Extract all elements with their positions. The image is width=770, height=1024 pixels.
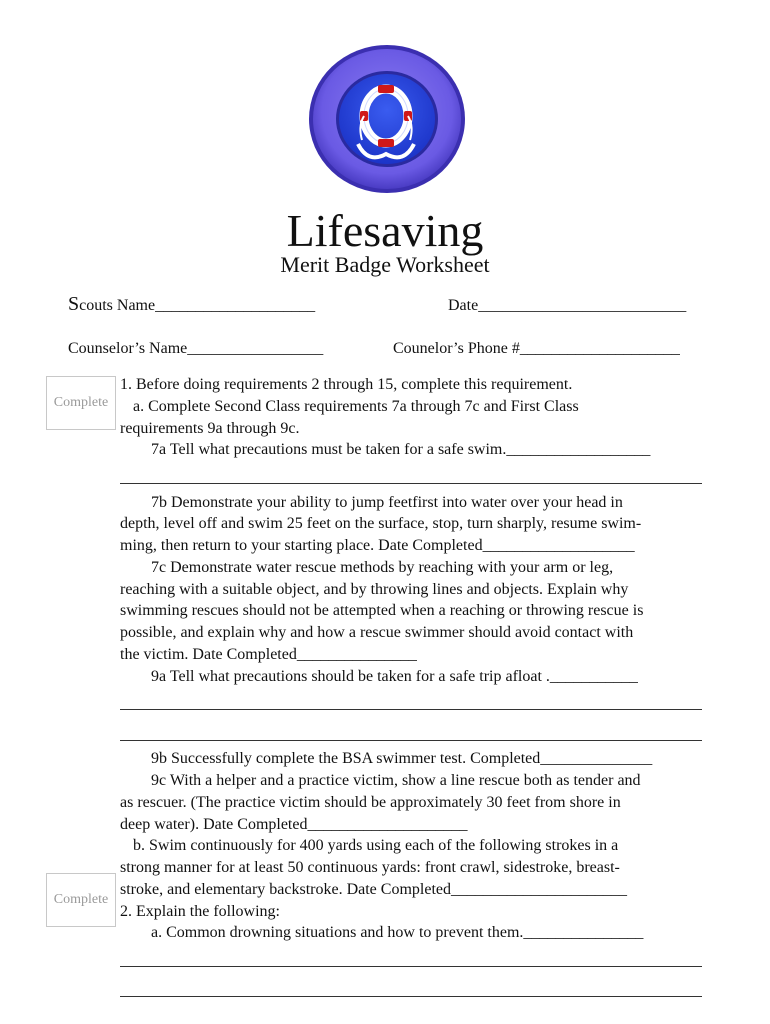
answer-line[interactable] xyxy=(120,718,702,741)
scouts-name-initial: S xyxy=(68,293,80,315)
page-subtitle: Merit Badge Worksheet xyxy=(280,252,490,277)
text-line: possible, and explain why and how a rescue swimmer should avoid contact with xyxy=(120,624,634,641)
text-line: strong manner for at least 50 continuous yards: front crawl, sidestroke, breast- xyxy=(120,859,620,876)
counselor-phone-field[interactable]: Counelor’s Phone #____________________ xyxy=(393,340,680,357)
text-line: 7b Demonstrate your ability to jump feetfirst into water over your head in xyxy=(151,493,623,511)
text-line: swimming rescues should not be attempted when a reaching or throwing rescue is xyxy=(120,602,644,620)
text-line: the victim. Date Completed_______________ xyxy=(120,645,417,663)
text-line: 1. Before doing requirements 2 through 15, complete this requirement. xyxy=(120,376,573,393)
date-field[interactable]: Date__________________________ xyxy=(448,297,687,314)
text-line: deep water). Date Completed____________________ xyxy=(120,815,468,833)
text-line: a. Complete Second Class requirements 7a through 7c and First Class xyxy=(133,397,579,415)
complete-button-2[interactable]: Complete xyxy=(46,873,116,927)
text-line: 9a Tell what precautions should be taken for a safe trip afloat .___________ xyxy=(151,667,638,685)
text-line: as rescuer. (The practice victim should be approximately 30 feet from shore in xyxy=(120,793,621,811)
text-line: reaching with a suitable object, and by throwing lines and objects. Explain why xyxy=(120,580,629,598)
answer-line[interactable] xyxy=(120,687,702,710)
counselor-name-field[interactable]: Counselor’s Name_________________ xyxy=(68,340,324,357)
text-line: ming, then return to your starting place. Date Completed___________________ xyxy=(120,537,635,554)
text-line: requirements 9a through 9c. xyxy=(120,419,300,437)
text-line: stroke, and elementary backstroke. Date Completed______________________ xyxy=(120,880,627,898)
text-line: b. Swim continuously for 400 yards using each of the following strokes in a xyxy=(133,837,619,855)
requirements-body xyxy=(120,374,702,1005)
text-line: depth, level off and swim 25 feet on the surface, stop, turn sharply, resume swim- xyxy=(120,515,642,533)
page-title: Lifesaving xyxy=(286,205,484,256)
scouts-name-label: couts Name____________________ xyxy=(79,297,316,314)
lifesaving-badge-emblem xyxy=(308,44,466,194)
text-line: a. Common drowning situations and how to prevent them._______________ xyxy=(151,924,644,942)
answer-line[interactable] xyxy=(120,975,702,998)
text-line: 7a Tell what precautions must be taken for a safe swim.__________________ xyxy=(151,441,651,459)
scouts-name-field[interactable] xyxy=(68,294,315,316)
complete-button-1[interactable]: Complete xyxy=(46,376,116,430)
text-line: 7c Demonstrate water rescue methods by reaching with your arm or leg, xyxy=(151,558,614,576)
answer-line[interactable] xyxy=(120,944,702,967)
answer-line[interactable] xyxy=(120,461,702,484)
text-line: 2. Explain the following: xyxy=(120,902,280,920)
text-line: 9b Successfully complete the BSA swimmer test. Completed______________ xyxy=(151,750,653,768)
text-line: 9c With a helper and a practice victim, show a line rescue both as tender and xyxy=(151,772,641,789)
